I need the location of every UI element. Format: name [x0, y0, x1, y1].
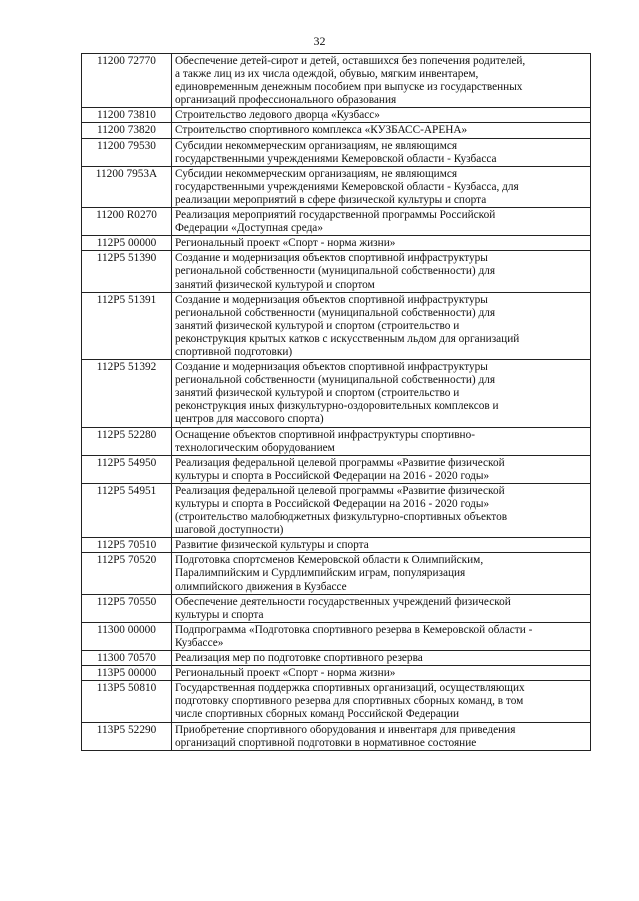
table-row	[82, 208, 591, 236]
row-code: 11200 R0270	[82, 208, 172, 236]
description-line: Подпрограмма «Подготовка спортивного резерва в Кемеровской области -	[175, 623, 533, 636]
row-code: 112Р5 70520	[82, 553, 172, 594]
description-line: организаций спортивной подготовки в нормативное состояние	[175, 736, 477, 749]
description-line: Создание и модернизация объектов спортивной инфраструктуры	[175, 252, 488, 265]
description-line: Государственная поддержка спортивных организаций, осуществляющих	[175, 682, 525, 695]
description-line: Создание и модернизация объектов спортивной инфраструктуры	[175, 293, 488, 306]
description-line: региональной собственности (муниципальной собственности) для	[175, 265, 496, 278]
description-line: подготовку спортивного резерва для спортивных сборных команд, в том	[175, 695, 524, 708]
table-row	[82, 292, 591, 359]
description-line: Развитие физической культуры и спорта	[175, 539, 369, 552]
row-code: 11200 73810	[82, 108, 172, 123]
table-row	[82, 681, 591, 722]
description-line: реконструкция крытых катков с искусственным льдом для организаций	[175, 332, 520, 345]
row-description	[172, 427, 591, 455]
row-code: 11300 00000	[82, 622, 172, 650]
table-row	[82, 538, 591, 553]
row-code: 112Р5 51392	[82, 360, 172, 427]
table-row	[82, 108, 591, 123]
row-description	[172, 553, 591, 594]
table-row	[82, 54, 591, 108]
description-line: культуры и спорта	[175, 608, 264, 621]
description-line: Создание и модернизация объектов спортивной инфраструктуры	[175, 361, 488, 374]
description-line: занятий физической культурой и спортом	[175, 278, 375, 291]
table-row	[82, 427, 591, 455]
description-line: Региональный проект «Спорт - норма жизни»	[175, 237, 396, 250]
table-row	[82, 123, 591, 138]
table-row	[82, 236, 591, 251]
table-row	[82, 138, 591, 166]
row-description	[172, 208, 591, 236]
row-code: 112Р5 51391	[82, 292, 172, 359]
description-line: реконструкция иных физкультурно-оздоровительных комплексов и	[175, 400, 499, 413]
description-line: Приобретение спортивного оборудования и инвентаря для приведения	[175, 723, 516, 736]
budget-classification-table	[81, 53, 591, 751]
description-line: культуры и спорта в Российской Федерации на 2016 - 2020 годы»	[175, 498, 490, 510]
row-code: 112Р5 70510	[82, 538, 172, 553]
description-line: организаций профессионального образования	[175, 94, 397, 107]
row-code: 112Р5 70550	[82, 594, 172, 622]
row-code: 112Р5 00000	[82, 236, 172, 251]
row-code: 11200 73820	[82, 123, 172, 138]
table-row	[82, 594, 591, 622]
description-line: занятий физической культурой и спортом (строительство и	[175, 387, 460, 400]
description-line: Субсидии некоммерческим организациям, не являющимся	[175, 167, 458, 180]
description-line: технологическим оборудованием	[175, 441, 335, 454]
description-line: Кузбассе»	[175, 636, 224, 649]
row-code: 11200 7953А	[82, 166, 172, 207]
row-code: 112Р5 51390	[82, 251, 172, 292]
row-description	[172, 236, 591, 251]
description-line: Реализация мер по подготовке спортивного резерва	[175, 652, 423, 665]
table-row	[82, 360, 591, 427]
table-row	[82, 455, 591, 483]
row-code: 112Р5 54951	[82, 483, 172, 537]
row-code: 113Р5 52290	[82, 722, 172, 750]
row-description	[172, 666, 591, 681]
row-description	[172, 651, 591, 666]
description-line: государственными учреждениями Кемеровской области - Кузбасса	[175, 152, 497, 165]
row-code: 113Р5 00000	[82, 666, 172, 681]
description-line: спортивной подготовки)	[175, 345, 293, 358]
description-line: Региональный проект «Спорт - норма жизни»	[175, 667, 396, 680]
table-row	[82, 722, 591, 750]
description-line: Обеспечение деятельности государственных учреждений физической	[175, 595, 511, 608]
description-line: занятий физической культурой и спортом (строительство и	[175, 319, 460, 332]
description-line: Строительство спортивного комплекса «КУЗБАСС-АРЕНА»	[175, 124, 468, 137]
description-line: Строительство ледового дворца «Кузбасс»	[175, 109, 380, 122]
row-description	[172, 54, 591, 108]
row-description	[172, 292, 591, 359]
row-description	[172, 594, 591, 622]
row-code: 11200 72770	[82, 54, 172, 108]
row-code: 11300 70570	[82, 651, 172, 666]
description-line: государственными учреждениями Кемеровской области - Кузбасса, для	[175, 180, 519, 193]
row-description	[172, 455, 591, 483]
row-code: 112Р5 52280	[82, 427, 172, 455]
description-line: Федерации «Доступная среда»	[175, 222, 323, 235]
row-code: 11200 79530	[82, 138, 172, 166]
row-description	[172, 483, 591, 537]
table-row	[82, 651, 591, 666]
description-line: шаговой доступности)	[175, 524, 284, 537]
table-row	[82, 666, 591, 681]
description-line: Обеспечение детей-сирот и детей, оставшихся без попечения родителей,	[175, 55, 526, 67]
row-description	[172, 681, 591, 722]
row-code: 113Р5 50810	[82, 681, 172, 722]
description-line: Паралимпийским и Сурдлимпийским играм, популяризация	[175, 567, 466, 580]
description-line: Реализация федеральной целевой программы «Развитие физической	[175, 484, 505, 497]
description-line: Реализация мероприятий государственной программы Российской	[175, 209, 496, 222]
description-line: числе спортивных сборных команд Российской Федерации	[175, 708, 460, 721]
description-line: центров для массового спорта)	[175, 413, 324, 426]
description-line: культуры и спорта в Российской Федерации на 2016 - 2020 годы»	[175, 469, 490, 482]
row-description	[172, 622, 591, 650]
row-code: 112Р5 54950	[82, 455, 172, 483]
description-line: единовременным денежным пособием при выпуске из государственных	[175, 81, 523, 94]
table-body	[82, 54, 591, 751]
description-line: региональной собственности (муниципальной собственности) для	[175, 374, 496, 387]
description-line: (строительство малобюджетных физкультурно-спортивных объектов	[175, 511, 508, 524]
page-number: 32	[313, 34, 326, 48]
table-row	[82, 483, 591, 537]
row-description	[172, 108, 591, 123]
description-line: олимпийского движения в Кузбассе	[175, 580, 347, 593]
row-description	[172, 538, 591, 553]
description-line: Подготовка спортсменов Кемеровской области к Олимпийским,	[175, 554, 484, 567]
description-line: реализации мероприятий в сфере физической культуры и спорта	[175, 193, 487, 206]
description-line: Реализация федеральной целевой программы «Развитие физической	[175, 456, 505, 469]
table-row	[82, 251, 591, 292]
description-line: а также лиц из их числа одеждой, обувью, мягким инвентарем,	[175, 68, 479, 81]
row-description	[172, 166, 591, 207]
row-description	[172, 251, 591, 292]
row-description	[172, 722, 591, 750]
table-row	[82, 553, 591, 594]
description-line: Субсидии некоммерческим организациям, не являющимся	[175, 139, 458, 152]
row-description	[172, 123, 591, 138]
row-description	[172, 360, 591, 427]
description-line: региональной собственности (муниципальной собственности) для	[175, 306, 496, 319]
row-description	[172, 138, 591, 166]
table-row	[82, 166, 591, 207]
table-row	[82, 622, 591, 650]
description-line: Оснащение объектов спортивной инфраструктуры спортивно-	[175, 428, 475, 441]
